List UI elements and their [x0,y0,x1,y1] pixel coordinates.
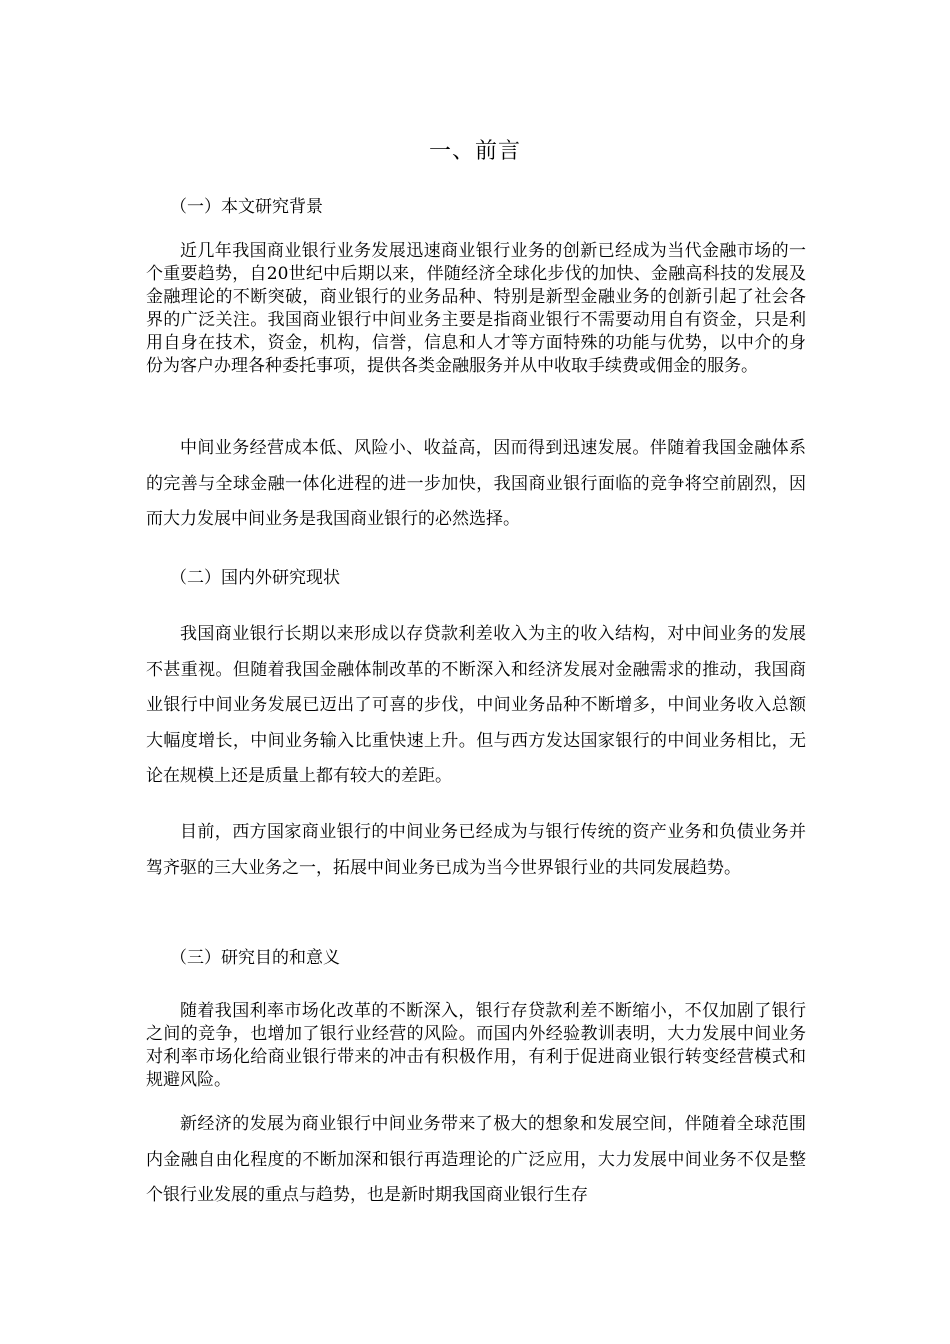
paragraph-background-2: 中间业务经营成本低、风险小、收益高，因而得到迅速发展。伴随着我国金融体系的完善与全球金融一体化进程的进一步加快，我国商业银行面临的竞争将空前剧烈，因而大力发展中间业务是我国商业银行的必然选择。 [146,438,806,529]
page-title: 一、前言 [428,139,521,164]
paragraph-purpose-1: 随着我国利率市场化改革的不断深入，银行存贷款利差不断缩小，不仅加剧了银行之间的竞争，也增加了银行业经营的风险。而国内外经验教训表明，大力发展中间业务对利率市场化给商业银行带来的冲击有积极作用，有利于促进商业银行转变经营模式和规避风险。 [146,1001,806,1090]
paragraph-background-1: 近几年我国商业银行业务发展迅速商业银行业务的创新已经成为当代金融市场的一个重要趋势，自20世纪中后期以来，伴随经济全球化步伐的加快、金融高科技的发展及金融理论的不断突破，商业银行的业务品种、特别是新型金融业务的创新引起了社会各界的广泛关注。我国商业银行中间业务主要是指商业银行不需要动用自有资金，只是利用自身在技术，资金，机构，信誉，信息和人才等方面特殊的功能与优势，以中介的身份为客户办理各种委托事项，提供各类金融服务并从中收取手续费或佣金的服务。 [146,241,806,376]
section-heading-purpose: （三）研究目的和意义 [170,948,340,968]
paragraph-research-status-2: 目前，西方国家商业银行的中间业务已经成为与银行传统的资产业务和负债业务并驾齐驱的三大业务之一，拓展中间业务已成为当今世界银行业的共同发展趋势。 [146,822,806,878]
section-heading-background: （一）本文研究背景 [170,197,323,217]
paragraph-research-status-1: 我国商业银行长期以来形成以存贷款利差收入为主的收入结构，对中间业务的发展不甚重视。但随着我国金融体制改革的不断深入和经济发展对金融需求的推动，我国商业银行中间业务发展已迈出了可喜的步伐，中间业务品种不断增多，中间业务收入总额大幅度增长，中间业务输入比重快速上升。但与西方发达国家银行的中间业务相比，无论在规模上还是质量上都有较大的差距。 [146,624,806,786]
paragraph-purpose-2: 新经济的发展为商业银行中间业务带来了极大的想象和发展空间，伴随着全球范围内金融自由化程度的不断加深和银行再造理论的广泛应用，大力发展中间业务不仅是整个银行业发展的重点与趋势，也是新时期我国商业银行生存 [146,1114,806,1205]
section-heading-research-status: （二）国内外研究现状 [170,568,340,588]
